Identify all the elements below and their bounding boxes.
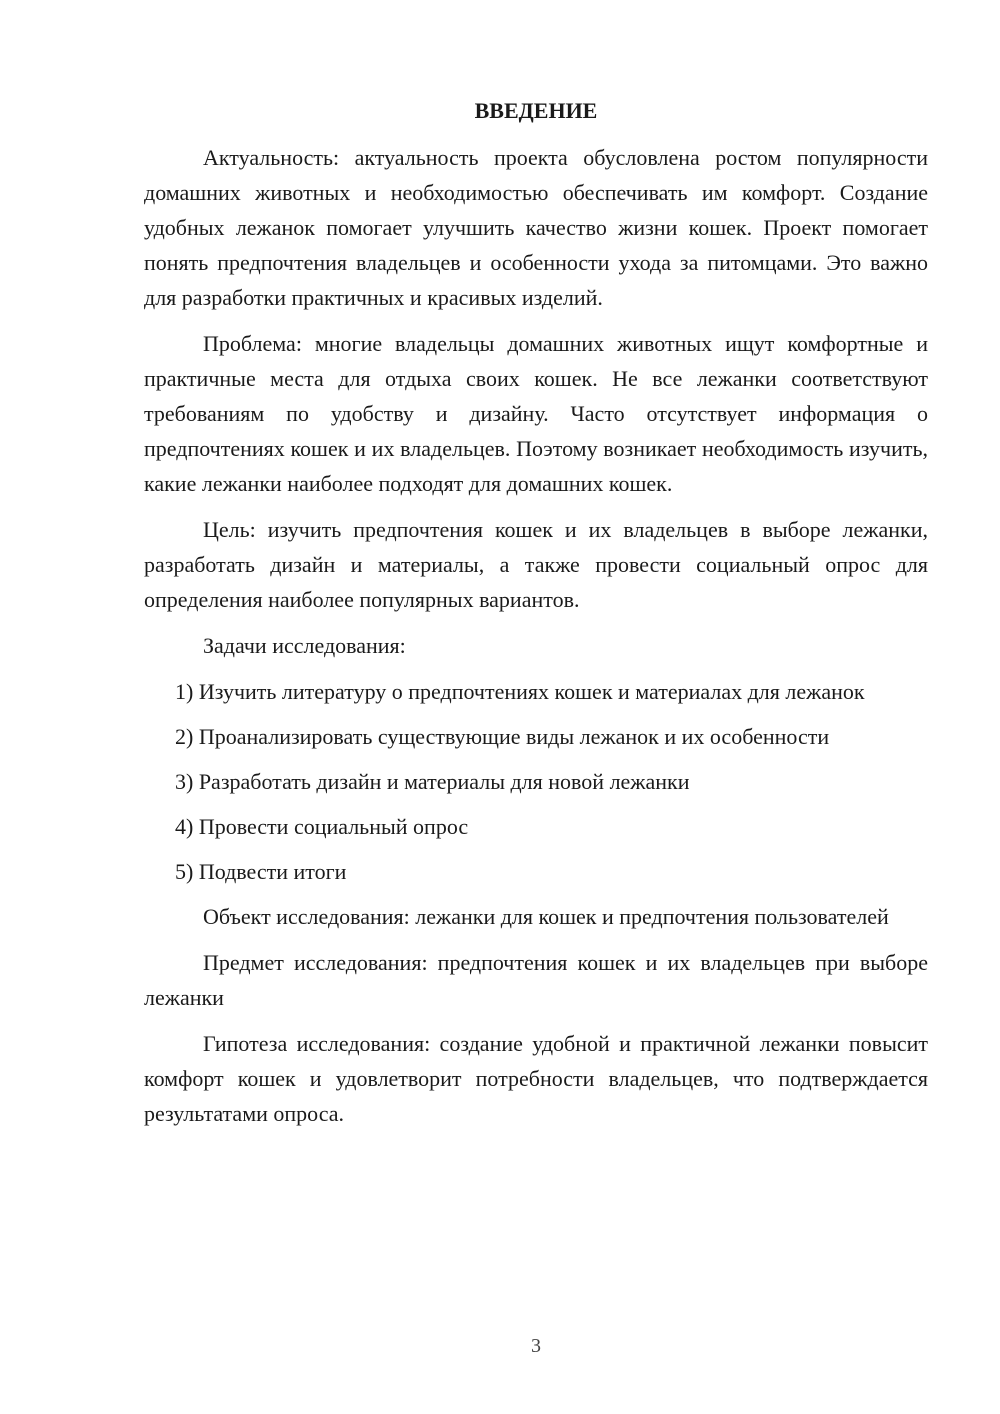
page-content	[144, 93, 928, 1142]
paragraph-subject: Предмет исследования: предпочтения кошек и их владельцев при выборе лежанки	[144, 950, 928, 1010]
task-list	[144, 674, 928, 889]
page-number: 3	[531, 1335, 541, 1357]
paragraph-tasks-heading: Задачи исследования:	[203, 633, 406, 658]
task-item: 5) Подвести итоги	[175, 859, 347, 884]
paragraph-object: Объект исследования: лежанки для кошек и предпочтения пользователей	[203, 904, 889, 929]
paragraph-relevance: Актуальность: актуальность проекта обусловлена ростом популярности домашних животных и необходимостью обеспечивать им комфорт. Создание удобных лежанок помогает улучшить качество жизни кошек. Проект помогает понять предпочтения владельцев и особенности ухода за питомцами. Это важно для разработки практичных и красивых изделий.	[144, 145, 928, 310]
task-item: 1) Изучить литературу о предпочтениях кошек и материалах для лежанок	[175, 679, 865, 704]
paragraph-hypothesis: Гипотеза исследования: создание удобной и практичной лежанки повысит комфорт кошек и удовлетворит потребности владельцев, что подтверждается результатами опроса.	[144, 1031, 928, 1126]
paragraph-problem: Проблема: многие владельцы домашних животных ищут комфортные и практичные места для отдыха своих кошек. Не все лежанки соответствуют требованиям по удобству и дизайну. Часто отсутствует информация о предпочтениях кошек и их владельцев. Поэтому возникает необходимость изучить, какие лежанки наиболее подходят для домашних кошек.	[144, 331, 928, 496]
task-item: 2) Проанализировать существующие виды лежанок и их особенности	[175, 724, 830, 749]
task-item: 3) Разработать дизайн и материалы для новой лежанки	[175, 769, 690, 794]
section-title: ВВЕДЕНИЕ	[474, 98, 598, 123]
task-item: 4) Провести социальный опрос	[175, 814, 469, 839]
paragraph-goal: Цель: изучить предпочтения кошек и их владельцев в выборе лежанки, разработать дизайн и материалы, а также провести социальный опрос для определения наиболее популярных вариантов.	[144, 517, 928, 612]
